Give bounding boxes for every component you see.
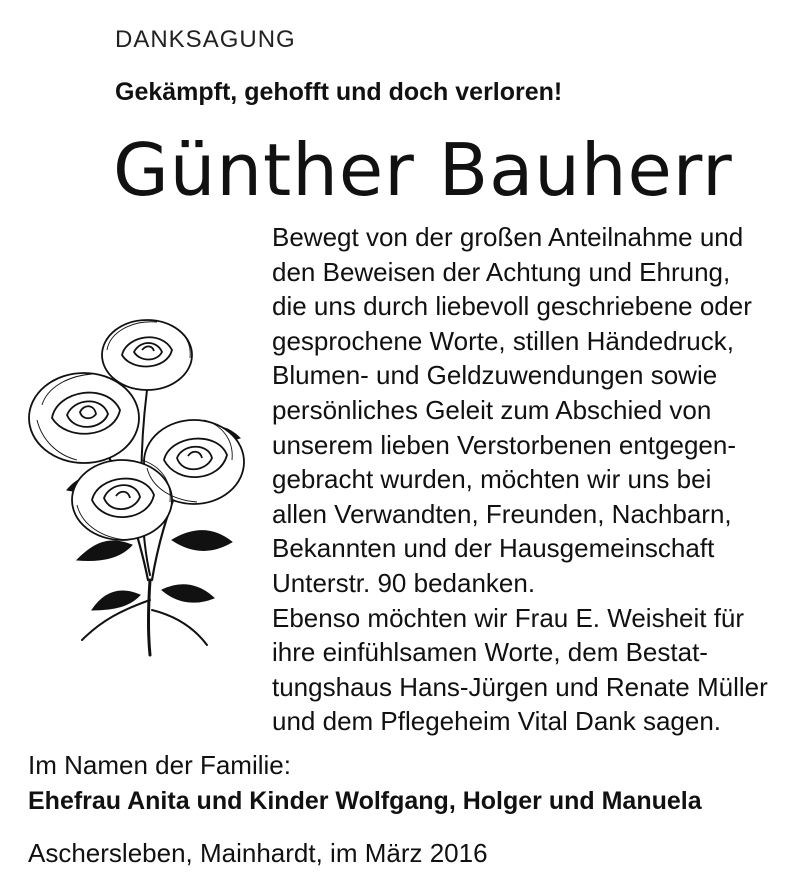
notice-heading: DANKSAGUNG [115,26,296,53]
notice-motto: Gekämpft, gehofft und doch verloren! [115,78,563,106]
body-line: gebracht wurden, möchten wir uns bei [272,464,712,495]
body-line: unserem lieben Verstorbenen entgegen- [272,429,736,460]
place-and-date: Aschersleben, Mainhardt, im März 2016 [28,838,488,868]
body-line: allen Verwandten, Freunden, Nachbarn, [272,498,732,529]
body-line: und dem Pflegeheim Vital Dank sagen. [272,706,722,737]
deceased-name: Günther Bauherr [113,128,733,212]
thank-you-text [272,220,782,739]
body-line: Ebenso möchten wir Frau E. Weisheit für [272,602,745,633]
body-line: persönliches Geleit zum Abschied von [272,394,712,425]
body-line: Bekannten und der Hausgemeinschaft [272,533,715,564]
body-line: Bewegt von der großen Anteilnahme und [272,222,744,252]
body-line: Blumen- und Geldzuwendungen sowie [272,360,718,391]
body-line: gesprochene Worte, stillen Händedruck, [272,325,734,356]
roses-icon [22,310,252,660]
body-line: Unterstr. 90 bedanken. [272,567,536,598]
signature-intro: Im Namen der Familie: [28,750,291,780]
body-line: den Beweisen der Achtung und Ehrung, [272,256,731,287]
signature-names: Ehefrau Anita und Kinder Wolfgang, Holger und Manuela [28,787,702,815]
body-line: ihre einfühlsamen Worte, dem Bestat- [272,637,708,668]
body-line: tungshaus Hans-Jürgen und Renate Müller [272,671,768,702]
body-line: die uns durch liebevoll geschriebene oder [272,291,752,322]
